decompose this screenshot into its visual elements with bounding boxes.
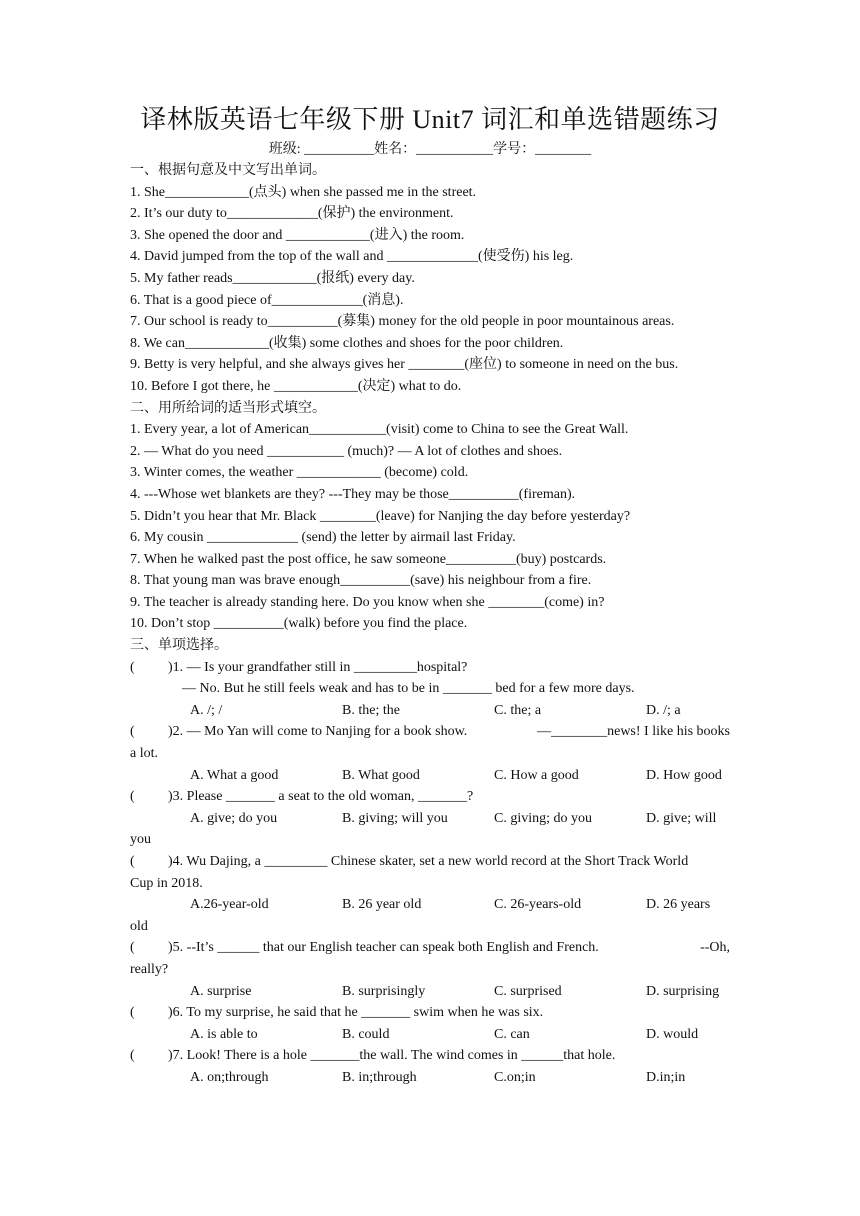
option-a: A. on;through [190, 1069, 269, 1085]
s2-item-3: 3. Winter comes, the weather ____________ (become) cold. [130, 465, 469, 481]
option-c: C. surprised [494, 983, 562, 999]
mc-q5-stem: )5. --It’s ______ that our English teacher can speak both English and French. [168, 940, 599, 956]
s1-item-4: 4. David jumped from the top of the wall and _____________(使受伤) his leg. [130, 249, 574, 265]
option-d: D. How good [646, 767, 722, 783]
option-a: A. surprise [190, 983, 252, 999]
option-a: A. What a good [190, 767, 279, 783]
answer-paren: ( [130, 659, 135, 675]
option-b: B. surprisingly [342, 983, 426, 999]
answer-paren: ( [130, 1048, 135, 1064]
option-b: B. could [342, 1026, 390, 1042]
s2-item-10: 10. Don’t stop __________(walk) before you find the place. [130, 616, 468, 632]
option-c: C. can [494, 1026, 530, 1042]
s1-item-5: 5. My father reads____________(报纸) every day. [130, 270, 415, 286]
mc-q3-stem: )3. Please _______ a seat to the old woman, _______? [168, 789, 474, 805]
s1-item-8: 8. We can____________(收集) some clothes and shoes for the poor children. [130, 335, 564, 351]
option-c: C. How a good [494, 767, 579, 783]
s1-item-7: 7. Our school is ready to__________(募集) money for the old people in poor mountainous areas. [130, 314, 675, 330]
mc-q1-stem-2: — No. But he still feels weak and has to be in _______ bed for a few more days. [182, 681, 635, 697]
option-d: D. /; a [646, 702, 681, 718]
mc-q3-option-d-wrap: you [130, 832, 151, 848]
option-a: A. give; do you [190, 810, 278, 826]
option-a: A.26-year-old [190, 897, 269, 913]
s2-item-5: 5. Didn’t you hear that Mr. Black ________(leave) for Nanjing the day before yesterday? [130, 508, 631, 524]
option-b: B. What good [342, 767, 420, 783]
mc-q4-stem: )4. Wu Dajing, a _________ Chinese skater, set a new world record at the Short Track World [168, 854, 689, 869]
mc-question-7 [130, 1045, 730, 1067]
mc-q4-stem-2: Cup in 2018. [130, 875, 203, 891]
s2-item-9: 9. The teacher is already standing here. Do you know when she ________(come) in? [130, 594, 605, 610]
option-a: A. is able to [190, 1026, 258, 1042]
section-2-heading: 二、用所给词的适当形式填空。 [130, 400, 326, 416]
option-a: A. /; / [190, 702, 223, 718]
worksheet-content [130, 160, 730, 1089]
section-3-heading: 三、单项选择。 [130, 638, 228, 654]
mc-q4-options [130, 894, 730, 916]
section-1-heading: 一、根据句意及中文写出单词。 [130, 163, 326, 178]
mc-q1-options [130, 700, 730, 722]
s1-item-10: 10. Before I got there, he ____________(决定) what to do. [130, 378, 462, 394]
student-info-line: 班级: __________姓名：___________学号：________ [268, 142, 592, 157]
mc-q3-options [130, 808, 730, 830]
option-d: D. surprising [646, 983, 720, 999]
option-d: D.in;in [646, 1069, 686, 1085]
s1-item-6: 6. That is a good piece of_____________(消息). [130, 292, 404, 308]
answer-paren: ( [130, 789, 135, 805]
mc-q5-reply: --Oh, [700, 940, 730, 956]
mc-question-3 [130, 786, 730, 808]
s2-item-7: 7. When he walked past the post office, he saw someone__________(buy) postcards. [130, 551, 607, 567]
mc-q2-stem-2: a lot. [130, 746, 158, 762]
mc-question-5 [130, 937, 730, 959]
s2-item-8: 8. That young man was brave enough__________(save) his neighbour from a fire. [130, 573, 592, 589]
mc-q5-stem-2: really? [130, 961, 169, 977]
s2-item-4: 4. ---Whose wet blankets are they? ---They may be those__________(fireman). [130, 486, 576, 502]
option-b: B. the; the [342, 702, 400, 718]
option-b: B. 26 year old [342, 897, 422, 913]
s1-item-1: 1. She____________(点头) when she passed me in the street. [130, 184, 477, 200]
s1-item-2: 2. It’s our duty to_____________(保护) the environment. [130, 206, 454, 222]
option-b: B. giving; will you [342, 810, 448, 826]
mc-q4-option-d-wrap: old [130, 918, 148, 934]
page-title: 译林版英语七年级下册 Unit7 词汇和单选错题练习 [140, 105, 720, 134]
option-d: D. give; will [646, 810, 717, 826]
s2-item-2: 2. — What do you need ___________ (much)? — A lot of clothes and shoes. [130, 443, 563, 459]
answer-paren: ( [130, 940, 135, 956]
option-d: D. 26 years [646, 897, 711, 913]
option-c: C. giving; do you [494, 810, 593, 826]
option-c: C. 26-years-old [494, 897, 582, 913]
s1-item-3: 3. She opened the door and ____________(进入) the room. [130, 227, 465, 243]
answer-paren: ( [130, 854, 135, 869]
s1-item-9: 9. Betty is very helpful, and she always gives her ________(座位) to someone in need on the bus. [130, 357, 679, 373]
mc-question-2 [130, 721, 730, 743]
s2-item-1: 1. Every year, a lot of American___________(visit) come to China to see the Great Wall. [130, 422, 629, 438]
mc-q5-options [130, 981, 730, 1003]
mc-q2-options [130, 765, 730, 787]
option-c: C.on;in [494, 1069, 536, 1085]
option-c: C. the; a [494, 702, 542, 718]
mc-question-1 [130, 657, 730, 679]
mc-question-6 [130, 1002, 730, 1024]
mc-q6-stem: )6. To my surprise, he said that he _______ swim when he was six. [168, 1005, 544, 1021]
mc-q6-options [130, 1024, 730, 1046]
mc-q7-options [130, 1067, 730, 1089]
mc-q1-stem: )1. — Is your grandfather still in _________hospital? [168, 659, 468, 675]
answer-paren: ( [130, 724, 135, 740]
answer-paren: ( [130, 1005, 135, 1021]
mc-question-4 [130, 851, 730, 873]
option-d: D. would [646, 1026, 699, 1042]
mc-q2-stem: )2. — Mo Yan will come to Nanjing for a book show. [168, 724, 468, 740]
s2-item-6: 6. My cousin _____________ (send) the letter by airmail last Friday. [130, 530, 516, 546]
option-b: B. in;through [342, 1069, 417, 1085]
mc-q2-reply: —________news! I like his books [537, 724, 730, 740]
mc-q7-stem: )7. Look! There is a hole _______the wall. The wind comes in ______that hole. [168, 1048, 616, 1064]
